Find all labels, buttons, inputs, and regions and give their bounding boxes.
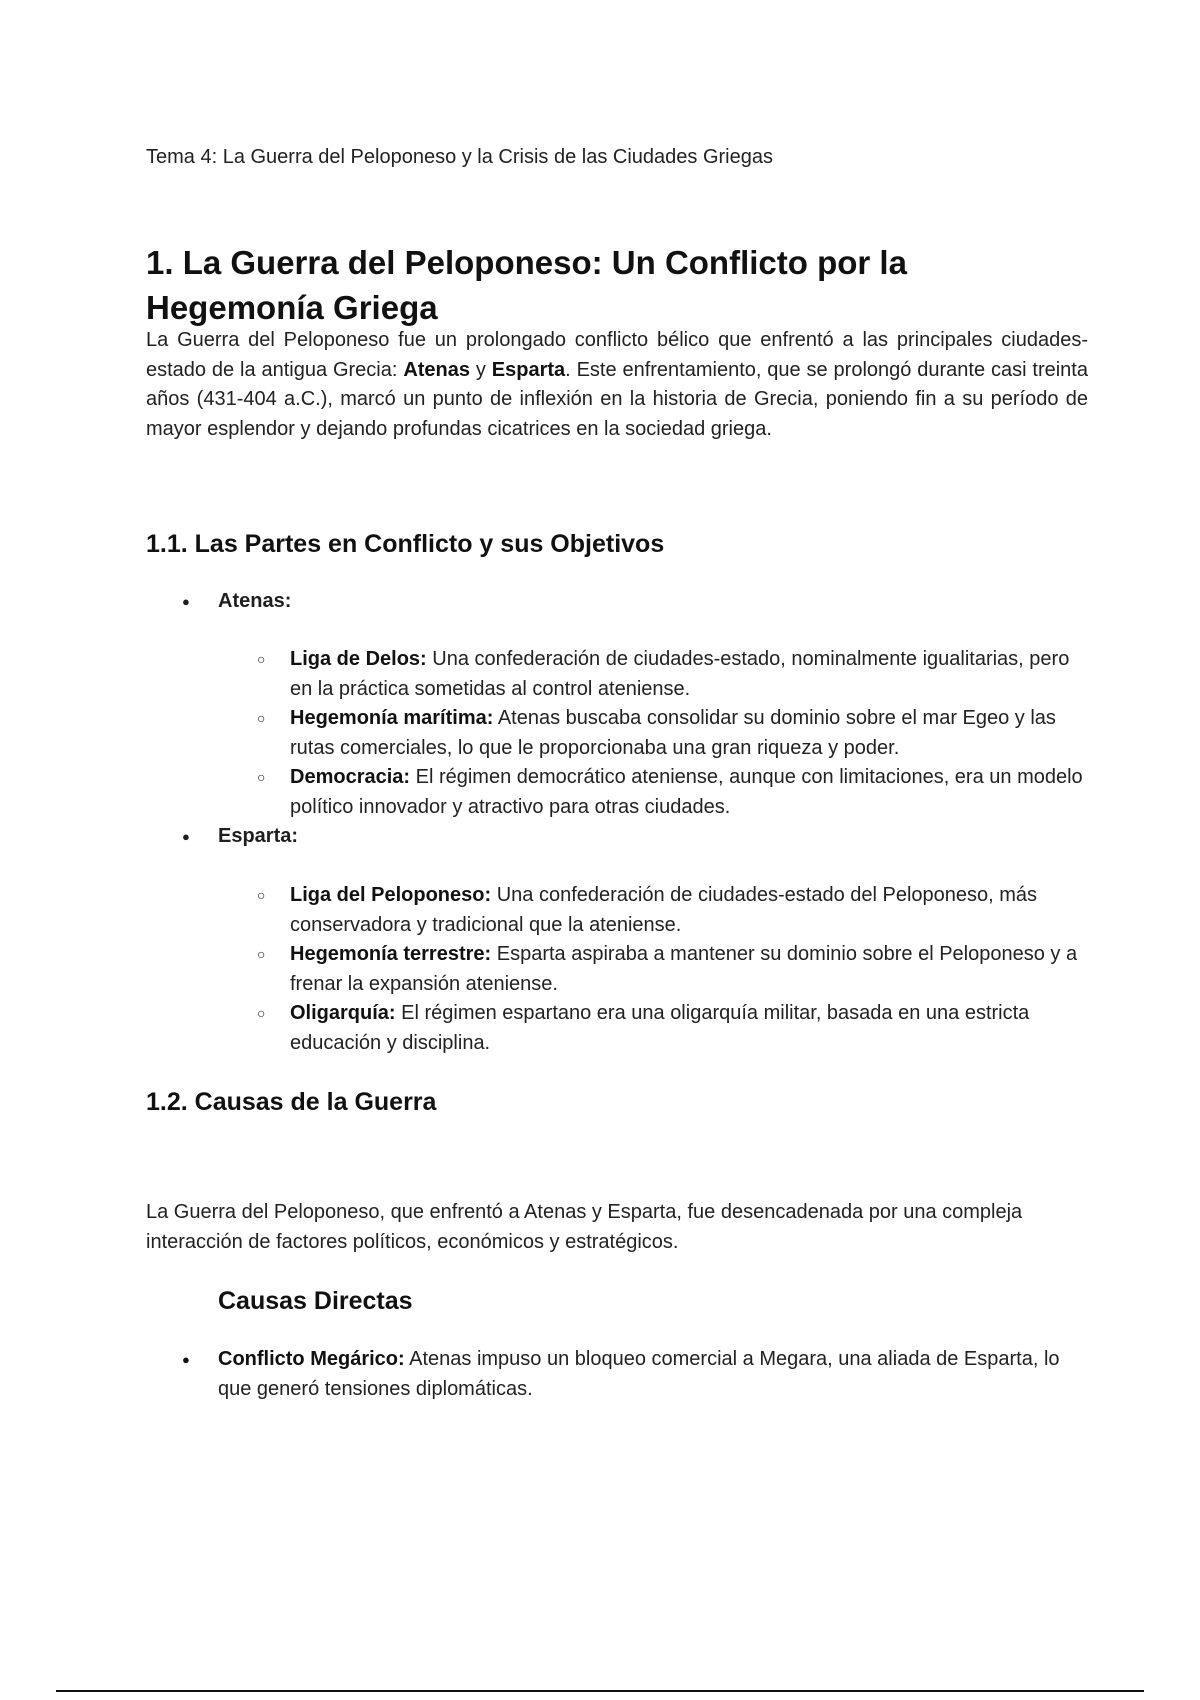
list-item	[290, 999, 1090, 1058]
bottom-divider	[56, 1690, 1144, 1692]
item-text: Esparta aspiraba a mantener su dominio sobre el Peloponeso y a frenar la expansión ateniense.	[290, 943, 1078, 995]
item-text: El régimen espartano era una oligarquía militar, basada en una estricta educación y disciplina.	[290, 1002, 1030, 1054]
intro-text-3: . Este enfrentamiento, que se prolongó durante casi treinta años (431-404 a.C.), marcó un punto de inflexión en la historia de Grecia, poniendo fin a su período de mayor esplendor y dejando profundas cicatrices en la sociedad griega.	[146, 358, 1088, 440]
item-text: Una confederación de ciudades-estado, nominalmente igualitarias, pero en la práctica sometidas al control ateniense.	[290, 648, 1070, 700]
item-term: Liga del Peloponeso:	[290, 884, 492, 906]
causes-paragraph: La Guerra del Peloponeso, que enfrentó a Atenas y Esparta, fue desencadenada por una compleja interacción de factores políticos, económicos y estratégicos.	[146, 1201, 1023, 1253]
section-heading-1-1: 1.1. Las Partes en Conflicto y sus Objetivos	[146, 530, 665, 558]
item-term: Liga de Delos:	[290, 648, 427, 670]
list-item	[290, 763, 1090, 822]
intro-text-2: y	[470, 358, 492, 381]
item-term: Hegemonía terrestre:	[290, 943, 492, 965]
item-term: Conflicto Megárico:	[218, 1348, 405, 1370]
section-heading-1-2: 1.2. Causas de la Guerra	[146, 1088, 437, 1116]
list-item	[290, 645, 1090, 704]
list-item	[290, 881, 1090, 940]
intro-paragraph	[146, 326, 1088, 444]
item-term: Democracia:	[290, 766, 411, 788]
item-text: Atenas buscaba consolidar su dominio sobre el mar Egeo y las rutas comerciales, lo que le proporcionaba una gran riqueza y poder.	[290, 707, 1056, 759]
bullet-atenas: ● Atenas:	[218, 587, 291, 617]
bullet-esparta: ● Esparta:	[218, 822, 298, 852]
subheading-causas-directas: Causas Directas	[218, 1287, 413, 1315]
item-text: El régimen democrático ateniense, aunque con limitaciones, era un modelo político innovador y atractivo para otras ciudades.	[290, 766, 1083, 818]
intro-text-1: La Guerra del Peloponeso fue un prolongado conflicto bélico que enfrentó a las principales ciudades-estado de la antigua Grecia:	[146, 329, 1088, 381]
document-header: Tema 4: La Guerra del Peloponeso y la Crisis de las Ciudades Griegas	[146, 146, 773, 168]
list-item	[290, 940, 1090, 999]
page-title: 1. La Guerra del Peloponeso: Un Conflicto por la Hegemonía Griega	[146, 244, 907, 326]
item-term: Oligarquía:	[290, 1002, 396, 1024]
intro-esparta: Esparta	[491, 358, 566, 381]
item-text: Una confederación de ciudades-estado del Peloponeso, más conservadora y tradicional que la ateniense.	[290, 884, 1038, 936]
list-item	[290, 704, 1090, 763]
item-term: Hegemonía marítima:	[290, 707, 494, 729]
list-item	[218, 1345, 1078, 1404]
item-text: Atenas impuso un bloqueo comercial a Megara, una aliada de Esparta, lo que generó tensiones diplomáticas.	[218, 1348, 1060, 1400]
intro-atenas: Atenas	[403, 358, 471, 381]
